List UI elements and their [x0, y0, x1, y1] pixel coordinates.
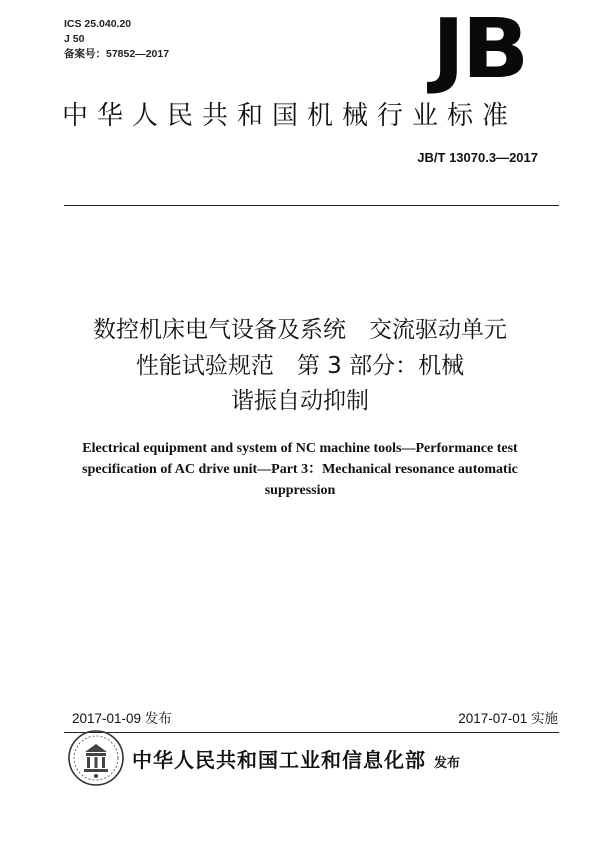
standard-number: JB/T 13070.3—2017 [417, 150, 538, 165]
industry-standard-title: 中华人民共和国机械行业标准 [62, 101, 518, 131]
header-divider [64, 205, 559, 206]
title-en-line-2: specification of AC drive unit—Part 3：Mechanical resonance automatic [82, 462, 518, 477]
jb-logo: JB [432, 2, 526, 97]
ics-code: ICS 25.040.20 [64, 18, 132, 30]
publisher-suffix: 发布 [434, 756, 461, 771]
title-cn-line-2: 性能试验规范 第 3 部分：机械 [135, 353, 465, 379]
footer-divider [64, 732, 559, 733]
publisher-name: 中华人民共和国工业和信息化部 [132, 748, 426, 772]
ministry-emblem-icon [66, 728, 126, 788]
issue-date: 2017-01-09 发布 [72, 711, 172, 726]
implement-date: 2017-07-01 实施 [458, 711, 558, 726]
ccs-code: J 50 [64, 33, 85, 45]
title-en-line-1: Electrical equipment and system of NC machine tools—Performance test [82, 441, 518, 456]
title-cn-line-3: 谐振自动抑制 [231, 388, 369, 414]
title-cn-line-1: 数控机床电气设备及系统 交流驱动单元 [93, 317, 507, 343]
publisher [132, 744, 460, 773]
record-number: 备案号：57852—2017 [64, 48, 170, 60]
title-en-line-3: suppression [264, 483, 336, 498]
